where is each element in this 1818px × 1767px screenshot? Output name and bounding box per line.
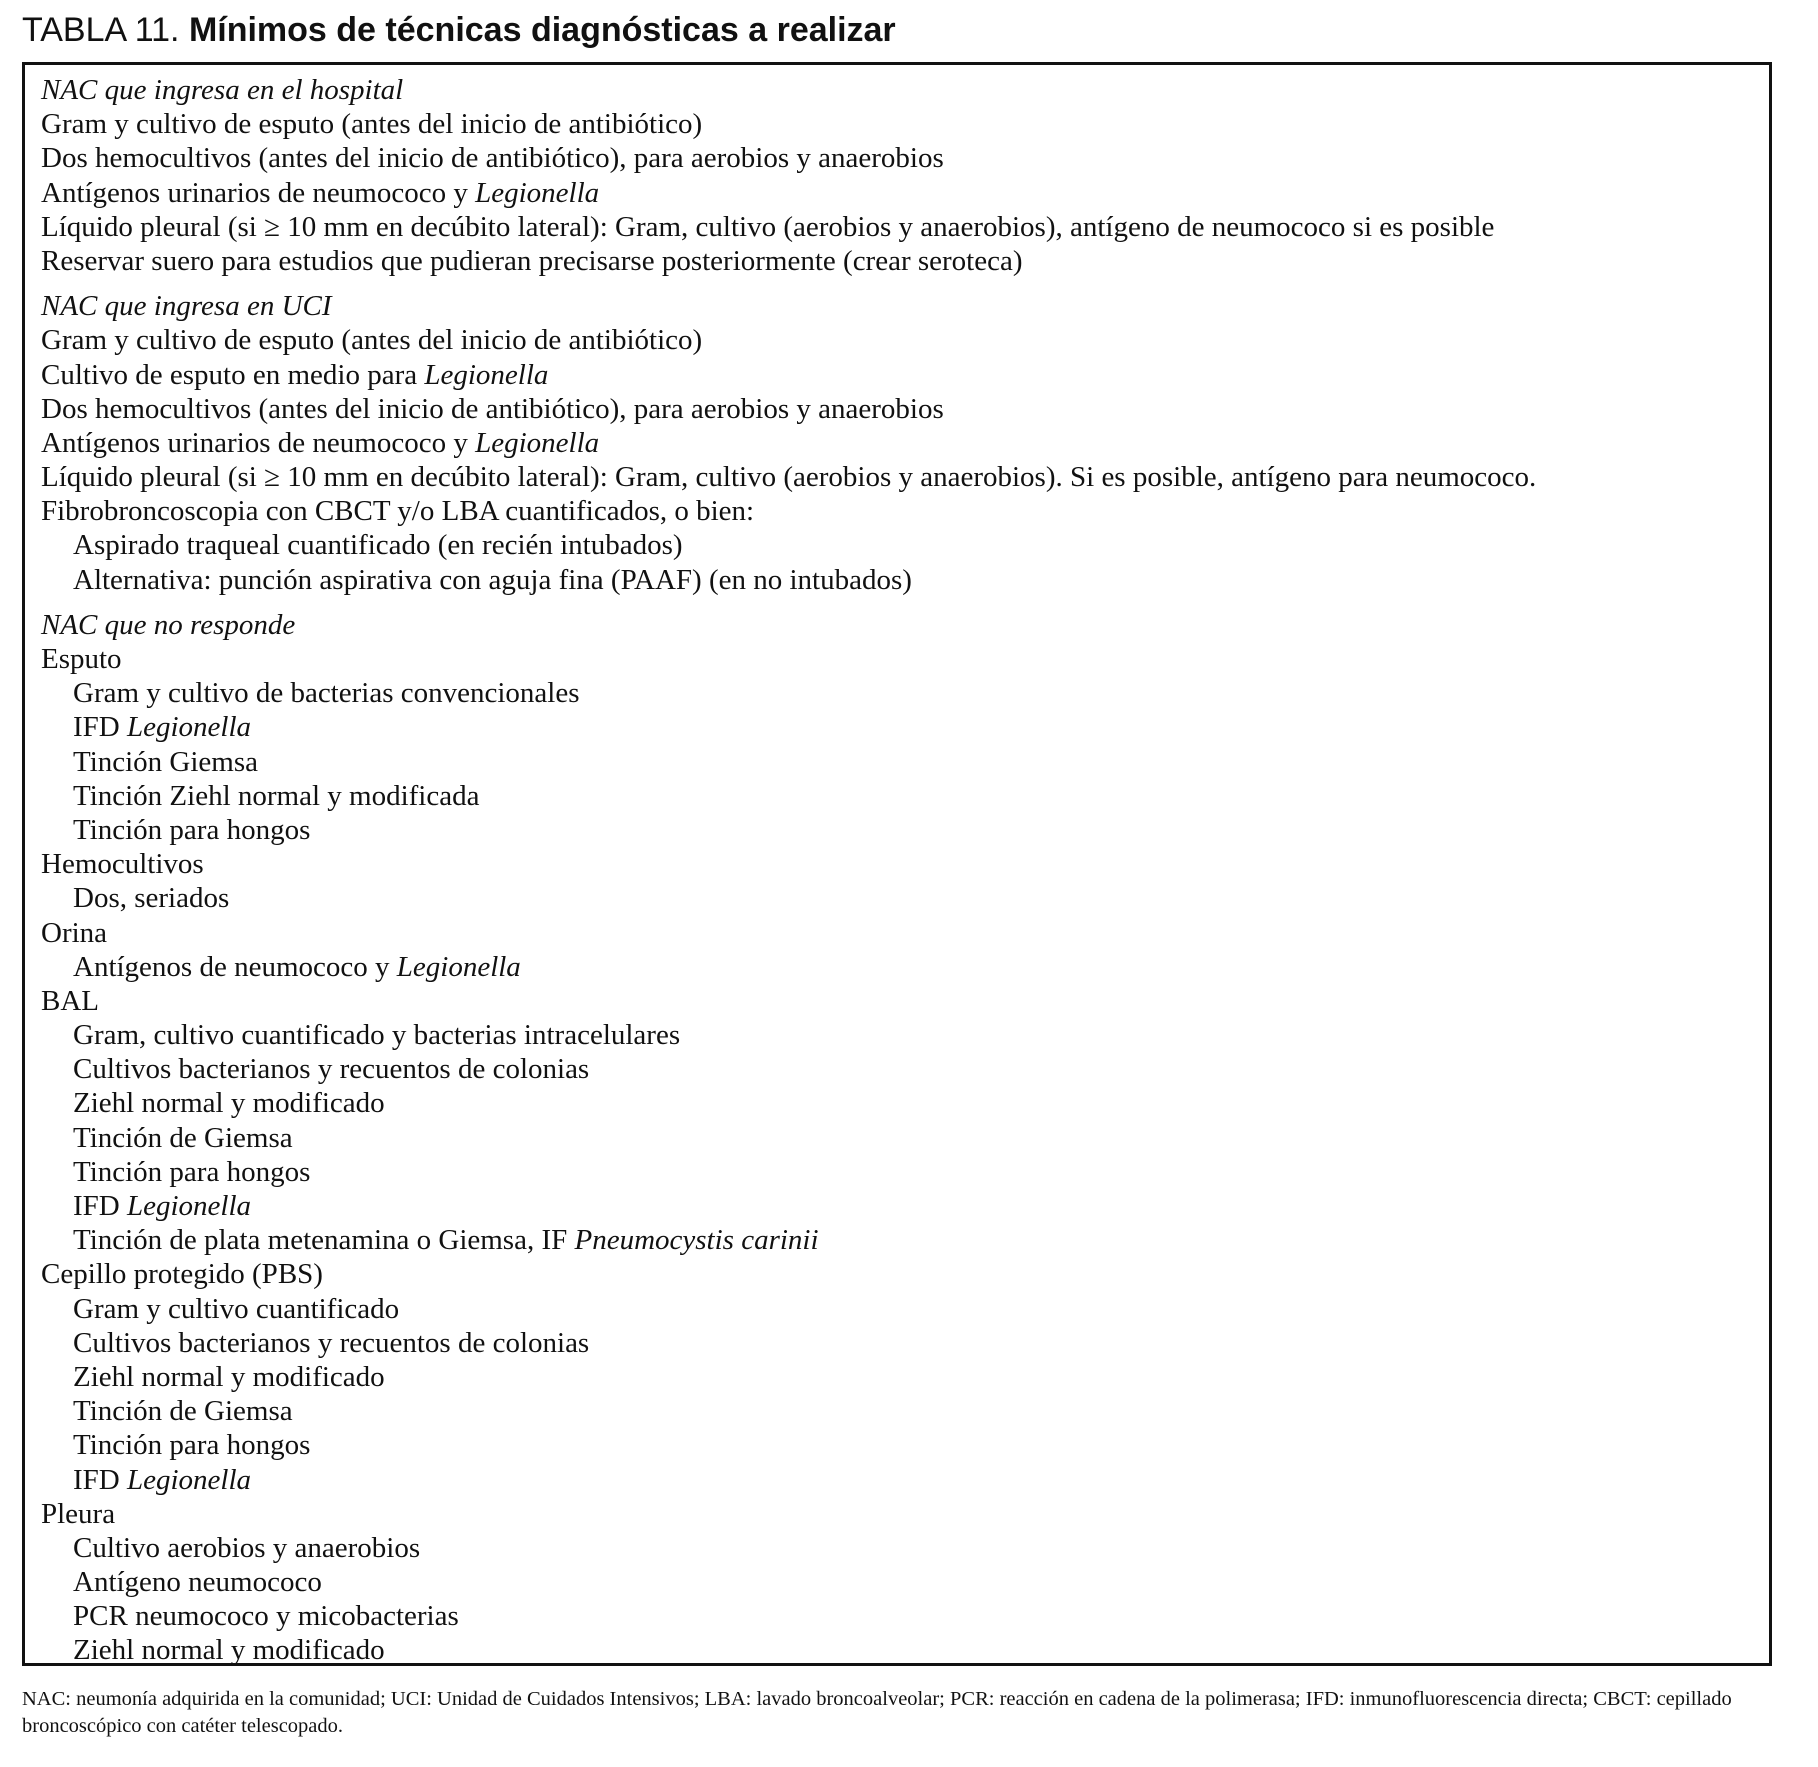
- table-row: [41, 176, 1753, 210]
- sub-item: [41, 1633, 1753, 1667]
- row-text: Cepillo protegido (PBS): [41, 1258, 323, 1291]
- sub-item: [41, 1018, 1753, 1052]
- sub-item: [41, 1189, 1753, 1223]
- italic-term: Legionella: [475, 426, 600, 459]
- italic-term: Legionella: [424, 358, 549, 391]
- table-title: [22, 10, 896, 50]
- row-text: Dos, seriados: [73, 882, 230, 915]
- sub-item: [41, 1428, 1753, 1462]
- sub-item: [41, 1086, 1753, 1120]
- row-text: Reservar suero para estudios que pudieran precisarse posteriormente (crear seroteca): [41, 244, 1023, 277]
- table-row: [41, 1497, 1753, 1531]
- sub-item: [41, 1326, 1753, 1360]
- row-text: Cultivos bacterianos y recuentos de colonias: [73, 1053, 590, 1086]
- row-text: Pleura: [41, 1497, 116, 1530]
- row-text: IFD: [73, 711, 127, 744]
- italic-term: Legionella: [126, 1190, 252, 1222]
- row-text: Ziehl normal y modificado: [73, 1360, 385, 1393]
- table-row: [41, 210, 1753, 244]
- sub-item: [41, 1394, 1753, 1428]
- row-text: Tinción de Giemsa: [73, 1121, 293, 1154]
- row-text: Antígenos de neumococo y: [73, 950, 397, 983]
- italic-term: Legionella: [126, 1463, 252, 1496]
- sub-item: [41, 528, 1753, 562]
- italic-term: Legionella: [475, 176, 600, 209]
- sub-item: [41, 1565, 1753, 1599]
- row-text: BAL: [41, 984, 99, 1017]
- table-row: [41, 358, 1753, 392]
- sub-item: [41, 745, 1753, 779]
- sub-item: [41, 779, 1753, 813]
- section-heading: NAC que ingresa en el hospital: [41, 74, 404, 106]
- table-section: [41, 73, 1753, 278]
- table-row: [41, 494, 1753, 528]
- row-text: Líquido pleural (si ≥ 10 mm en decúbito lateral): Gram, cultivo (aerobios y anaerobios), antígeno de neumococo si es posible: [41, 210, 1495, 243]
- table-number: TABLA 11.: [22, 11, 180, 49]
- row-text: Antígenos urinarios de neumococo y: [41, 426, 476, 459]
- sub-item: [41, 950, 1753, 984]
- sub-item: [41, 1052, 1753, 1086]
- table-row: [41, 392, 1753, 426]
- row-text: Tinción de Giemsa: [73, 1395, 293, 1428]
- sub-item: [41, 1292, 1753, 1326]
- table-row: [41, 323, 1753, 357]
- table-row: [41, 426, 1753, 460]
- row-text: Gram y cultivo de bacterias convencionales: [73, 677, 580, 710]
- row-text: Tinción de plata metenamina o Giemsa, IF: [73, 1224, 575, 1257]
- footnote: NAC: neumonía adquirida en la comunidad; UCI: Unidad de Cuidados Intensivos; LBA: lavado broncoalveolar; PCR: reacción en cadena de la polimerasa; IFD: inmunofluorescencia directa; CBCT: cepillado broncoscópico con catéter telescopado.: [22, 1688, 1732, 1737]
- sub-item: [41, 1531, 1753, 1565]
- row-text: IFD: [73, 1463, 127, 1496]
- table-row: [41, 141, 1753, 175]
- row-text: Gram, cultivo cuantificado y bacterias intracelulares: [73, 1019, 681, 1052]
- italic-term: Pneumocystis carinii: [574, 1224, 819, 1257]
- row-text: Aspirado traqueal cuantificado (en recién intubados): [73, 529, 683, 562]
- table-box: [22, 62, 1772, 1666]
- row-text: Gram y cultivo de esputo (antes del inicio de antibiótico): [41, 108, 703, 141]
- table-row: [41, 244, 1753, 278]
- row-text: Tinción para hongos: [73, 1429, 311, 1462]
- row-text: Esputo: [41, 643, 122, 675]
- row-text: Líquido pleural (si ≥ 10 mm en decúbito lateral): Gram, cultivo (aerobios y anaerobios). Si es posible, antígeno para neumococo.: [41, 461, 1537, 494]
- table-row: [41, 107, 1753, 141]
- sub-item: [41, 710, 1753, 744]
- sub-item: [41, 813, 1753, 847]
- sub-item: [41, 1463, 1753, 1497]
- row-text: Tinción Ziehl normal y modificada: [73, 779, 480, 812]
- table-row: [41, 642, 1753, 676]
- row-text: Cultivo de esputo en medio para: [41, 358, 425, 391]
- row-text: Fibrobroncoscopia con CBCT y/o LBA cuantificados, o bien:: [41, 495, 755, 528]
- row-text: PCR neumococo y micobacterias: [73, 1600, 459, 1633]
- row-text: Cultivo aerobios y anaerobios: [73, 1531, 421, 1564]
- table-row: [41, 460, 1753, 494]
- table-caption: Mínimos de técnicas diagnósticas a realizar: [188, 11, 896, 49]
- italic-term: Legionella: [396, 950, 521, 983]
- row-text: Dos hemocultivos (antes del inicio de antibiótico), para aerobios y anaerobios: [41, 392, 944, 425]
- section-heading: NAC que ingresa en UCI: [41, 290, 332, 323]
- row-text: Tinción Giemsa: [73, 745, 259, 778]
- sub-item: [41, 676, 1753, 710]
- row-text: Orina: [41, 916, 108, 949]
- sub-item: [41, 881, 1753, 915]
- row-text: Gram y cultivo cuantificado: [73, 1292, 400, 1325]
- row-text: IFD: [73, 1190, 127, 1222]
- row-text: Tinción para hongos: [73, 1155, 311, 1188]
- sub-item: [41, 1121, 1753, 1155]
- table-section: [41, 608, 1753, 1668]
- table-row: [41, 1257, 1753, 1291]
- row-text: Gram y cultivo de esputo (antes del inicio de antibiótico): [41, 324, 703, 357]
- sub-item: [41, 1360, 1753, 1394]
- table-section: [41, 289, 1753, 597]
- row-text: Antígenos urinarios de neumococo y: [41, 176, 476, 209]
- italic-term: Legionella: [126, 711, 252, 744]
- row-text: Tinción para hongos: [73, 813, 311, 846]
- sub-item: [41, 563, 1753, 597]
- sub-item: [41, 1155, 1753, 1189]
- row-text: Hemocultivos: [41, 848, 204, 881]
- row-text: Ziehl normal y modificado: [73, 1634, 385, 1667]
- sub-item: [41, 1223, 1753, 1257]
- row-text: Cultivos bacterianos y recuentos de colonias: [73, 1326, 590, 1359]
- table-row: [41, 916, 1753, 950]
- table-row: [41, 984, 1753, 1018]
- table-row: [41, 847, 1753, 881]
- sub-item: [41, 1599, 1753, 1633]
- row-text: Alternativa: punción aspirativa con aguja fina (PAAF) (en no intubados): [73, 563, 912, 596]
- row-text: Ziehl normal y modificado: [73, 1087, 385, 1120]
- row-text: Antígeno neumococo: [73, 1566, 322, 1599]
- row-text: Dos hemocultivos (antes del inicio de antibiótico), para aerobios y anaerobios: [41, 142, 944, 175]
- section-heading: NAC que no responde: [41, 608, 296, 641]
